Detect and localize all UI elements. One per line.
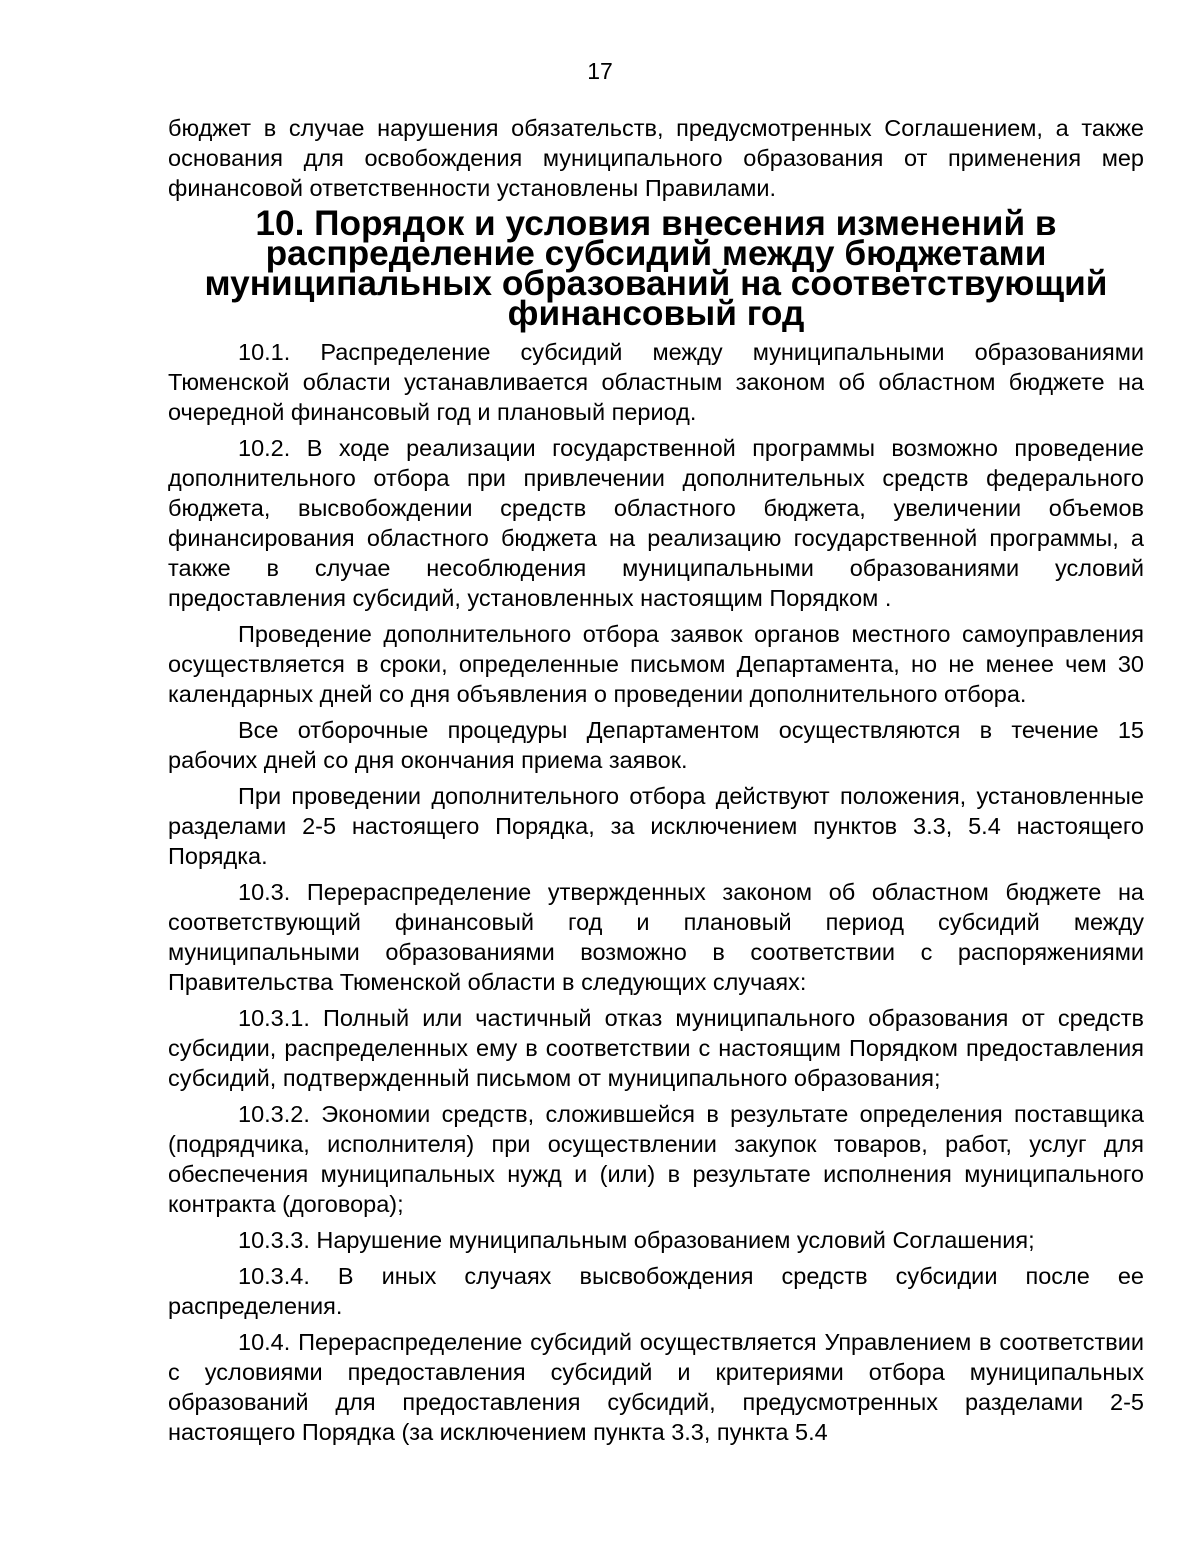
paragraph-10-3-3: 10.3.3. Нарушение муниципальным образованием условий Соглашения;: [238, 1227, 1035, 1253]
intro-paragraph: бюджет в случае нарушения обязательств, предусмотренных Соглашением, а также основания для освобождения муниципального образования от применения мер финансовой ответственности установлены Правилами.: [168, 115, 1144, 201]
paragraph-10-2: 10.2. В ходе реализации государственной программы возможно проведение дополнительного отбора при привлечении дополнительных средств федерального бюджета, высвобождении средств областного бюджета, увеличении объемов финансирования областного бюджета на реализацию государственной программы, а также в случае несоблюдения муниципальными образованиями условий предоставления субсидий, установленных настоящим Порядком .: [168, 435, 1144, 611]
paragraph-10-1: 10.1. Распределение субсидий между муниципальными образованиями Тюменской области устанавливается областным законом об областном бюджете на очередной финансовый год и плановый период.: [168, 339, 1144, 425]
paragraph-additional-selection: Проведение дополнительного отбора заявок органов местного самоуправления осуществляется в сроки, определенные письмом Департамента, но не менее чем 30 календарных дней со дня объявления о проведении дополнительного отбора.: [168, 621, 1144, 707]
paragraph-10-3-1: 10.3.1. Полный или частичный отказ муниципального образования от средств субсидии, распределенных ему в соответствии с настоящим Порядком предоставления субсидий, подтвержденный письмом от муниципального образования;: [168, 1005, 1144, 1091]
paragraph-10-4: 10.4. Перераспределение субсидий осуществляется Управлением в соответствии с условиями предоставления субсидий и критериями отбора муниципальных образований для предоставления субсидий, предусмотренных разделами 2-5 настоящего Порядка (за исключением пункта 3.3, пункта 5.4: [168, 1329, 1144, 1445]
paragraph-10-3-2: 10.3.2. Экономии средств, сложившейся в результате определения поставщика (подрядчика, исполнителя) при осуществлении закупок товаров, работ, услуг для обеспечения муниципальных нужд и (или) в результате исполнения муниципального контракта (договора);: [168, 1101, 1144, 1217]
paragraph-selection-provisions: При проведении дополнительного отбора действуют положения, установленные разделами 2-5 настоящего Порядка, за исключением пунктов 3.3, 5.4 настоящего Порядка.: [168, 783, 1144, 869]
page-number: 17: [587, 58, 613, 84]
paragraph-10-3-4: 10.3.4. В иных случаях высвобождения средств субсидии после ее распределения.: [168, 1263, 1144, 1319]
section-heading: 10. Порядок и условия внесения изменений в распределение субсидий между бюджетами муниципальных образований на соответствующий финансовый год: [204, 204, 1108, 333]
paragraph-10-3: 10.3. Перераспределение утвержденных законом об областном бюджете на соответствующий финансовый год и плановый период субсидий между муниципальными образованиями возможно в соответствии с распоряжениями Правительства Тюменской области в следующих случаях:: [168, 879, 1144, 995]
document-body: [168, 113, 1144, 1453]
paragraph-selection-procedures: Все отборочные процедуры Департаментом осуществляются в течение 15 рабочих дней со дня окончания приема заявок.: [168, 717, 1144, 773]
